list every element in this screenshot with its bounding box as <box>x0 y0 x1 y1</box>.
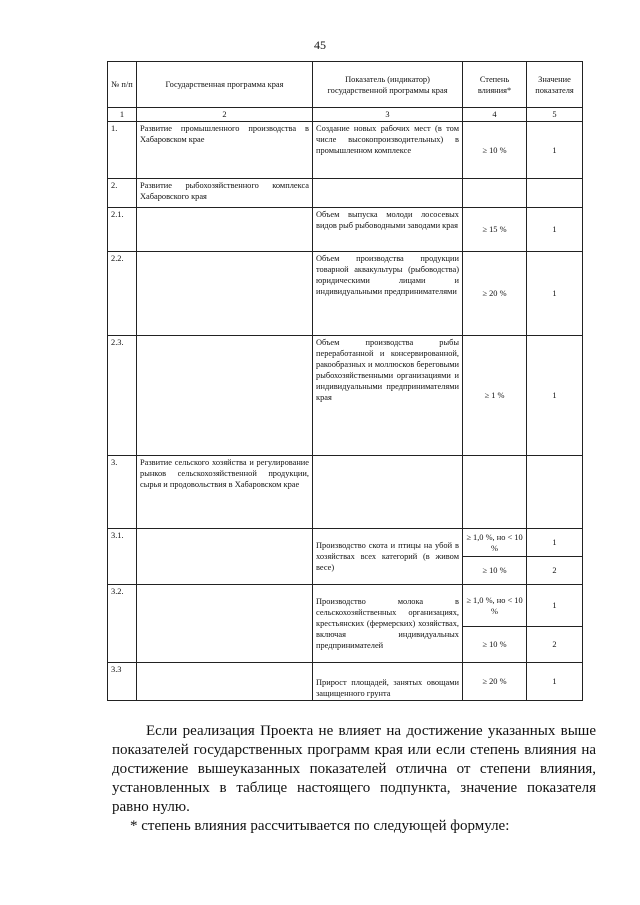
col-number: 5 <box>527 108 583 122</box>
table-row <box>108 252 583 336</box>
table-row <box>108 122 583 179</box>
col-number: 1 <box>108 108 137 122</box>
program-cell <box>137 663 313 701</box>
header-program: Государственная программа края <box>137 62 313 108</box>
value-cell: 1 <box>527 122 583 179</box>
value-cell: 1 <box>527 208 583 252</box>
table-row <box>108 529 583 557</box>
indicator-cell: Производство молока в сельскохозяйственных организациях, крестьянских (фермерских) хозяйствах, включая индивидуальных предпринимателей <box>313 585 463 663</box>
row-number: 2.2. <box>108 252 137 336</box>
value-cell: 2 <box>527 627 583 663</box>
degree-cell: ≥ 1 % <box>463 336 527 456</box>
row-number: 3.2. <box>108 585 137 663</box>
program-cell <box>137 585 313 663</box>
row-number: 2.1. <box>108 208 137 252</box>
degree-cell: ≥ 1,0 %, но < 10 % <box>463 585 527 627</box>
row-number: 3. <box>108 456 137 529</box>
table-row <box>108 456 583 529</box>
degree-cell <box>463 179 527 208</box>
header-num: № п/п <box>108 62 137 108</box>
page-number: 45 <box>314 38 326 52</box>
indicator-cell: Производство скота и птицы на убой в хозяйствах всех категорий (в живом весе) <box>313 529 463 585</box>
indicator-cell: Создание новых рабочих мест (в том числе высокопроизводительных) в промышленном комплексе <box>313 122 463 179</box>
program-cell: Развитие рыбохозяйственного комплекса Хабаровского края <box>137 179 313 208</box>
value-cell <box>527 456 583 529</box>
value-cell: 1 <box>527 336 583 456</box>
program-cell <box>137 208 313 252</box>
row-number: 2.3. <box>108 336 137 456</box>
indicator-cell <box>313 179 463 208</box>
row-number: 3.3 <box>108 663 137 701</box>
table-header-row <box>108 62 583 108</box>
value-cell: 1 <box>527 585 583 627</box>
row-number: 2. <box>108 179 137 208</box>
indicator-cell <box>313 456 463 529</box>
degree-cell: ≥ 15 % <box>463 208 527 252</box>
table-row <box>108 663 583 701</box>
col-number: 2 <box>137 108 313 122</box>
program-cell <box>137 529 313 585</box>
column-number-row <box>108 108 583 122</box>
degree-cell: ≥ 20 % <box>463 252 527 336</box>
value-cell <box>527 179 583 208</box>
degree-cell: ≥ 10 % <box>463 627 527 663</box>
indicator-cell: Объем производства рыбы переработанной и консервированной, ракообразных и моллюсков береговыми рыбохозяйственными организациями и индивидуальными предпринимателями края <box>313 336 463 456</box>
indicators-table <box>107 61 583 701</box>
degree-cell: ≥ 10 % <box>463 557 527 585</box>
col-number: 4 <box>463 108 527 122</box>
degree-cell <box>463 456 527 529</box>
table-row <box>108 336 583 456</box>
indicator-cell: Прирост площадей, занятых овощами защищенного грунта <box>313 663 463 701</box>
program-cell: Развитие промышленного производства в Хабаровском крае <box>137 122 313 179</box>
program-cell <box>137 336 313 456</box>
value-cell: 1 <box>527 663 583 701</box>
col-number: 3 <box>313 108 463 122</box>
table-row <box>108 208 583 252</box>
indicator-cell: Объем выпуска молоди лососевых видов рыб рыбоводными заводами края <box>313 208 463 252</box>
table-row <box>108 585 583 627</box>
value-cell: 1 <box>527 252 583 336</box>
value-cell: 2 <box>527 557 583 585</box>
footnote-paragraph: * степень влияния рассчитывается по следующей формуле: <box>130 818 510 834</box>
table-row <box>108 179 583 208</box>
program-cell <box>137 252 313 336</box>
header-degree: Степень влияния* <box>463 62 527 108</box>
degree-cell: ≥ 20 % <box>463 663 527 701</box>
body-paragraph: Если реализация Проекта не влияет на достижение указанных выше показателей государственных программ края или если степень влияния на достижение вышеуказанных показателей отлична от степени влияния, установленных в таблице настоящего подпункта, значение показателя равно нулю. <box>112 723 596 815</box>
row-number: 3.1. <box>108 529 137 585</box>
indicator-cell: Объем производства продукции товарной аквакультуры (рыбоводства) юридическими лицами и индивидуальными предпринимателями <box>313 252 463 336</box>
degree-cell: ≥ 1,0 %, но < 10 % <box>463 529 527 557</box>
row-number: 1. <box>108 122 137 179</box>
header-indicator: Показатель (индикатор) государственной программы края <box>313 62 463 108</box>
program-cell: Развитие сельского хозяйства и регулирование рынков сельскохозяйственной продукции, сырья и продовольствия в Хабаровском крае <box>137 456 313 529</box>
degree-cell: ≥ 10 % <box>463 122 527 179</box>
header-value: Значение показателя <box>527 62 583 108</box>
value-cell: 1 <box>527 529 583 557</box>
